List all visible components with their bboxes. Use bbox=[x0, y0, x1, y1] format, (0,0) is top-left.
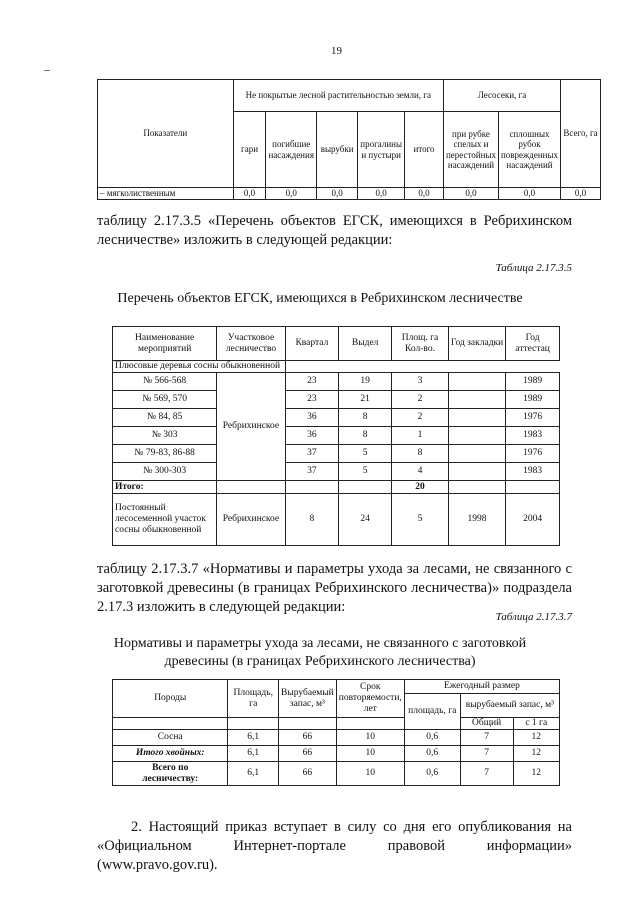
cell: Ребрихинское bbox=[217, 494, 285, 546]
cell: 1989 bbox=[506, 373, 560, 391]
cell: 10 bbox=[336, 746, 404, 762]
cell bbox=[448, 463, 505, 481]
cell bbox=[448, 373, 505, 391]
header-name: Наименование мероприятий bbox=[113, 327, 217, 361]
header-annual: Ежегодный размер bbox=[404, 680, 559, 694]
cell: 7 bbox=[460, 730, 513, 746]
header-dead-stands: погибшие насаждения bbox=[266, 112, 316, 188]
cell: 5 bbox=[339, 463, 392, 481]
cell bbox=[217, 481, 285, 494]
caption-table-2-17-3-7: Таблица 2.17.3.7 bbox=[495, 611, 572, 623]
cell: 0,0 bbox=[498, 188, 560, 200]
cell: 7 bbox=[460, 746, 513, 762]
row-label: Итого хвойных: bbox=[113, 746, 228, 762]
cell bbox=[448, 427, 505, 445]
cell: 0,0 bbox=[233, 188, 266, 200]
cell: 37 bbox=[285, 445, 339, 463]
cell: 4 bbox=[392, 463, 449, 481]
total-value: 20 bbox=[392, 481, 449, 494]
header-glades: прогалины и пустыри bbox=[358, 112, 405, 188]
header-damaged: сплошных рубок поврежденных насаждений bbox=[498, 112, 560, 188]
header-not-covered: Не покрытые лесной растительностью земли, га bbox=[233, 80, 443, 112]
header-period: Срок повторяемости, лет bbox=[336, 680, 404, 718]
cell: 24 bbox=[339, 494, 392, 546]
cell: 12 bbox=[513, 762, 559, 786]
cell: 36 bbox=[285, 409, 339, 427]
table-row-name: № 79-83, 86-88 bbox=[113, 445, 217, 463]
header-total: Общий bbox=[460, 718, 513, 730]
margin-mark bbox=[44, 70, 50, 71]
header-spacer bbox=[113, 718, 228, 730]
table-row-name: № 300-303 bbox=[113, 463, 217, 481]
cell: 8 bbox=[339, 409, 392, 427]
cell: 23 bbox=[285, 373, 339, 391]
cell: 1989 bbox=[506, 391, 560, 409]
table-row-name: № 569, 570 bbox=[113, 391, 217, 409]
cell bbox=[506, 481, 560, 494]
row-label: Сосна bbox=[113, 730, 228, 746]
total-label: Итого: bbox=[113, 481, 217, 494]
cell: 19 bbox=[339, 373, 392, 391]
cell: 12 bbox=[513, 730, 559, 746]
header-annual-area: площадь, га bbox=[404, 694, 460, 730]
cell: 0,0 bbox=[266, 188, 316, 200]
header-species: Породы bbox=[113, 680, 228, 718]
cell: 2 bbox=[392, 409, 449, 427]
cell: 7 bbox=[460, 762, 513, 786]
header-quarter: Квартал bbox=[285, 327, 339, 361]
table-row-name: № 84, 85 bbox=[113, 409, 217, 427]
header-district: Участковое лесничество bbox=[217, 327, 285, 361]
row-label: Всего по лесничеству: bbox=[113, 762, 228, 786]
cell bbox=[448, 409, 505, 427]
group-empty bbox=[285, 361, 559, 373]
paragraph-table-2-17-3-5: таблицу 2.17.3.5 «Перечень объектов ЕГСК, имеющихся в Ребрихинском лесничестве» изложить в следующей редакции: bbox=[97, 213, 572, 248]
header-per-ha: с 1 га bbox=[513, 718, 559, 730]
header-cuttings: вырубки bbox=[316, 112, 357, 188]
cell: 10 bbox=[336, 730, 404, 746]
cell: 6,1 bbox=[228, 730, 279, 746]
header-cuttings-group: Лесосеки, га bbox=[443, 80, 560, 112]
header-year-laid: Год закладки bbox=[448, 327, 505, 361]
cell: 8 bbox=[392, 445, 449, 463]
cell: 8 bbox=[339, 427, 392, 445]
header-annual-stock: вырубаемый запас, м³ bbox=[460, 694, 559, 718]
paragraph-order-effect bbox=[97, 818, 572, 875]
cell: 36 bbox=[285, 427, 339, 445]
header-year-cert: Год аттестац bbox=[506, 327, 560, 361]
district-cell: Ребрихинское bbox=[217, 373, 285, 481]
cell: 66 bbox=[279, 762, 337, 786]
cell: 0,0 bbox=[358, 188, 405, 200]
cell bbox=[448, 391, 505, 409]
header-spacer bbox=[228, 718, 279, 730]
title-norms-line2: древесины (в границах Ребрихинского лесничества) bbox=[164, 654, 476, 669]
order-effect-text: 2. Настоящий приказ вступает в силу со дня его опубликования на «Официальном Интернет-портале правовой информации» (www.pravo.gov.ru). bbox=[97, 819, 572, 873]
header-indicators: Показатели bbox=[98, 80, 234, 188]
cell: 10 bbox=[336, 762, 404, 786]
cell bbox=[448, 445, 505, 463]
cell: 23 bbox=[285, 391, 339, 409]
row-label: – мягколиственным bbox=[98, 188, 234, 200]
title-norms-line1: Нормативы и параметры ухода за лесами, не связанного с заготовкой bbox=[113, 636, 527, 651]
forest-care-table bbox=[112, 679, 560, 786]
permanent-name: Постоянный лесосеменной участок сосны обыкновенной bbox=[113, 494, 217, 546]
table-row-name: № 566-568 bbox=[113, 373, 217, 391]
cell: 1 bbox=[392, 427, 449, 445]
cell: 21 bbox=[339, 391, 392, 409]
cell: 1998 bbox=[448, 494, 505, 546]
cell: 5 bbox=[392, 494, 449, 546]
cell: 0,6 bbox=[404, 762, 460, 786]
cell: 0,0 bbox=[405, 188, 444, 200]
cell bbox=[448, 481, 505, 494]
cell bbox=[339, 481, 392, 494]
header-spacer bbox=[336, 718, 404, 730]
header-grand-total: Всего, га bbox=[561, 80, 601, 188]
header-area: Площ. га Кол-во. bbox=[392, 327, 449, 361]
page-number: 19 bbox=[331, 45, 342, 57]
header-selective: при рубке спелых и перестойных насаждений bbox=[443, 112, 498, 188]
group-label: Плюсовые деревья сосны обыкновенной bbox=[113, 361, 286, 373]
paragraph-table-2-17-3-7: таблицу 2.17.3.7 «Нормативы и параметры ухода за лесами, не связанного с заготовкой древесины (в границах Ребрихинского лесничества)» подраздела 2.17.3 изложить в следующей редакции: bbox=[97, 561, 572, 615]
cell bbox=[285, 481, 339, 494]
cell: 1976 bbox=[506, 445, 560, 463]
header-area: Площадь, га bbox=[228, 680, 279, 718]
table-row-name: № 303 bbox=[113, 427, 217, 445]
cell: 6,1 bbox=[228, 762, 279, 786]
cell: 6,1 bbox=[228, 746, 279, 762]
cell: 37 bbox=[285, 463, 339, 481]
cell: 8 bbox=[285, 494, 339, 546]
cell: 3 bbox=[392, 373, 449, 391]
header-allotment: Выдел bbox=[339, 327, 392, 361]
cell: 66 bbox=[279, 730, 337, 746]
header-spacer bbox=[279, 718, 337, 730]
header-stock: Вырубаемый запас, м³ bbox=[279, 680, 337, 718]
cell: 1983 bbox=[506, 427, 560, 445]
header-total: итого bbox=[405, 112, 444, 188]
cell: 0,6 bbox=[404, 746, 460, 762]
caption-table-2-17-3-5: Таблица 2.17.3.5 bbox=[495, 262, 572, 274]
cell: 0,0 bbox=[316, 188, 357, 200]
egsk-objects-table bbox=[112, 326, 560, 546]
cell: 1976 bbox=[506, 409, 560, 427]
title-egsk-list: Перечень объектов ЕГСК, имеющихся в Ребрихинском лесничестве bbox=[117, 291, 523, 306]
cell: 2 bbox=[392, 391, 449, 409]
cell: 5 bbox=[339, 445, 392, 463]
land-indicators-table bbox=[97, 79, 601, 200]
cell: 0,0 bbox=[561, 188, 601, 200]
cell: 12 bbox=[513, 746, 559, 762]
header-burnt: гари bbox=[233, 112, 266, 188]
cell: 2004 bbox=[506, 494, 560, 546]
cell: 0,0 bbox=[443, 188, 498, 200]
cell: 1983 bbox=[506, 463, 560, 481]
cell: 66 bbox=[279, 746, 337, 762]
cell: 0,6 bbox=[404, 730, 460, 746]
